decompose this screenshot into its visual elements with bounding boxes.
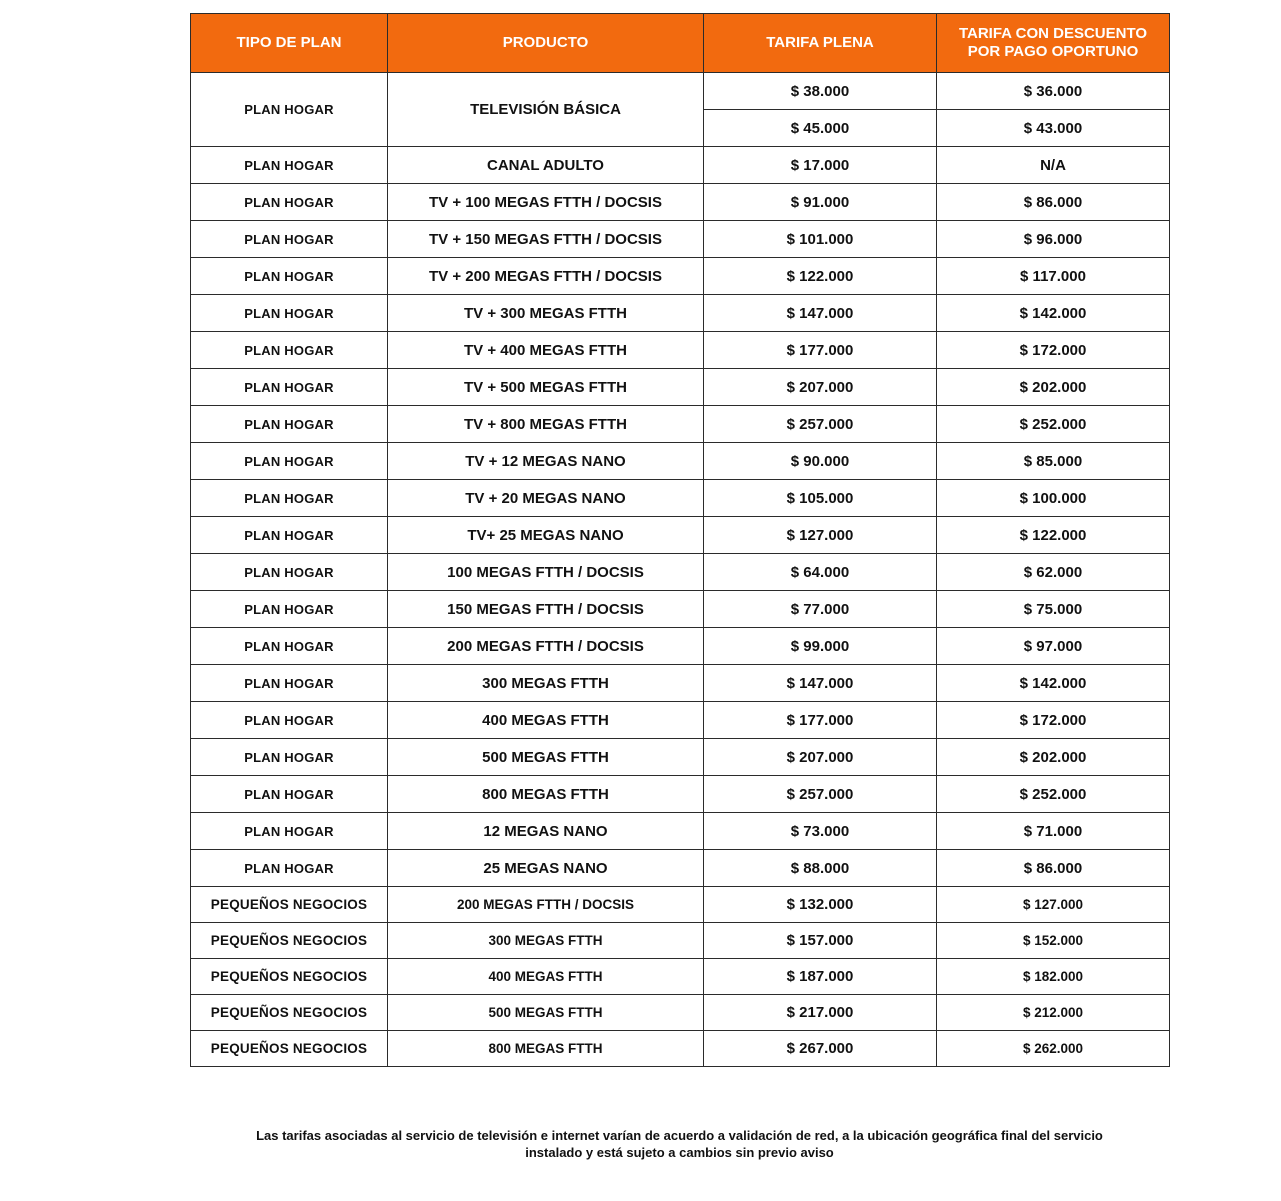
cell-tipo-plan: PLAN HOGAR [191, 73, 388, 147]
cell-tarifa-plena: $ 207.000 [704, 369, 937, 406]
cell-tipo-plan: PLAN HOGAR [191, 517, 388, 554]
table-row [191, 665, 1170, 702]
cell-tarifa-plena: $ 88.000 [704, 850, 937, 887]
rate-table [190, 13, 1170, 1067]
table-row [191, 887, 1170, 923]
cell-tarifa-descuento: $ 202.000 [937, 739, 1170, 776]
header-tarifa-descuento-line2: POR PAGO OPORTUNO [967, 43, 1139, 60]
cell-tipo-plan: PLAN HOGAR [191, 443, 388, 480]
cell-tipo-plan: PLAN HOGAR [191, 369, 388, 406]
cell-producto: TV + 400 MEGAS FTTH [388, 332, 704, 369]
cell-tipo-plan: PLAN HOGAR [191, 813, 388, 850]
cell-tarifa-descuento: $ 96.000 [937, 221, 1170, 258]
table-row [191, 480, 1170, 517]
cell-tipo-plan: PLAN HOGAR [191, 221, 388, 258]
cell-tarifa-plena: $ 77.000 [704, 591, 937, 628]
cell-tarifa-plena: $ 177.000 [704, 332, 937, 369]
cell-producto: 12 MEGAS NANO [388, 813, 704, 850]
cell-tarifa-descuento: $ 122.000 [937, 517, 1170, 554]
cell-producto: 500 MEGAS FTTH [388, 739, 704, 776]
cell-tipo-plan: PLAN HOGAR [191, 554, 388, 591]
cell-tarifa-descuento: $ 252.000 [937, 776, 1170, 813]
cell-tarifa-descuento: $ 172.000 [937, 332, 1170, 369]
table-row [191, 739, 1170, 776]
cell-tarifa-descuento: $ 252.000 [937, 406, 1170, 443]
table-row [191, 813, 1170, 850]
cell-tarifa-descuento: $ 36.000 [937, 73, 1170, 110]
cell-producto: TV + 150 MEGAS FTTH / DOCSIS [388, 221, 704, 258]
cell-tarifa-plena: $ 122.000 [704, 258, 937, 295]
cell-tarifa-plena: $ 257.000 [704, 406, 937, 443]
cell-producto: 100 MEGAS FTTH / DOCSIS [388, 554, 704, 591]
cell-tarifa-plena: $ 64.000 [704, 554, 937, 591]
cell-tipo-plan: PLAN HOGAR [191, 406, 388, 443]
cell-producto: 800 MEGAS FTTH [388, 1031, 704, 1067]
cell-tarifa-plena: $ 147.000 [704, 295, 937, 332]
header-producto: PRODUCTO [388, 14, 704, 73]
cell-tarifa-descuento: $ 172.000 [937, 702, 1170, 739]
cell-producto: TV + 500 MEGAS FTTH [388, 369, 704, 406]
table-row [191, 959, 1170, 995]
cell-tarifa-plena: $ 90.000 [704, 443, 937, 480]
cell-tarifa-plena: $ 99.000 [704, 628, 937, 665]
cell-tarifa-descuento: $ 85.000 [937, 443, 1170, 480]
table-row [191, 517, 1170, 554]
cell-tipo-plan: PLAN HOGAR [191, 258, 388, 295]
cell-tarifa-plena: $ 267.000 [704, 1031, 937, 1067]
cell-tarifa-plena: $ 38.000 [704, 73, 937, 110]
cell-tarifa-plena: $ 217.000 [704, 995, 937, 1031]
footnote [190, 1127, 1169, 1161]
cell-producto: TV + 12 MEGAS NANO [388, 443, 704, 480]
cell-tipo-plan: PLAN HOGAR [191, 628, 388, 665]
cell-tipo-plan: PLAN HOGAR [191, 591, 388, 628]
table-row [191, 443, 1170, 480]
cell-producto: TELEVISIÓN BÁSICA [388, 73, 704, 147]
cell-tarifa-plena: $ 157.000 [704, 923, 937, 959]
cell-tarifa-descuento: $ 182.000 [937, 959, 1170, 995]
table-row [191, 850, 1170, 887]
cell-tipo-plan: PLAN HOGAR [191, 480, 388, 517]
cell-producto: 150 MEGAS FTTH / DOCSIS [388, 591, 704, 628]
cell-producto: TV + 800 MEGAS FTTH [388, 406, 704, 443]
cell-tipo-plan: PEQUEÑOS NEGOCIOS [191, 995, 388, 1031]
cell-producto: 200 MEGAS FTTH / DOCSIS [388, 628, 704, 665]
header-tarifa-descuento [937, 14, 1170, 73]
table-row [191, 184, 1170, 221]
table-row [191, 258, 1170, 295]
cell-tarifa-plena: $ 207.000 [704, 739, 937, 776]
table-row [191, 628, 1170, 665]
cell-tarifa-plena: $ 91.000 [704, 184, 937, 221]
cell-tarifa-plena: $ 101.000 [704, 221, 937, 258]
cell-tarifa-descuento: $ 142.000 [937, 665, 1170, 702]
header-row [191, 14, 1170, 73]
cell-tarifa-plena: $ 105.000 [704, 480, 937, 517]
cell-tipo-plan: PEQUEÑOS NEGOCIOS [191, 1031, 388, 1067]
table-header [191, 14, 1170, 73]
cell-tarifa-plena: $ 17.000 [704, 147, 937, 184]
table-row [191, 147, 1170, 184]
cell-tipo-plan: PEQUEÑOS NEGOCIOS [191, 887, 388, 923]
cell-tarifa-plena: $ 127.000 [704, 517, 937, 554]
table-row [191, 995, 1170, 1031]
cell-tarifa-plena: $ 147.000 [704, 665, 937, 702]
cell-tarifa-descuento: $ 127.000 [937, 887, 1170, 923]
cell-tarifa-descuento: $ 212.000 [937, 995, 1170, 1031]
cell-producto: 500 MEGAS FTTH [388, 995, 704, 1031]
cell-tarifa-descuento: $ 75.000 [937, 591, 1170, 628]
cell-tipo-plan: PLAN HOGAR [191, 702, 388, 739]
cell-producto: 300 MEGAS FTTH [388, 665, 704, 702]
cell-tarifa-plena: $ 45.000 [704, 110, 937, 147]
table-row [191, 73, 1170, 110]
cell-tarifa-descuento: $ 62.000 [937, 554, 1170, 591]
cell-producto: 25 MEGAS NANO [388, 850, 704, 887]
cell-tarifa-plena: $ 257.000 [704, 776, 937, 813]
cell-tarifa-descuento: N/A [937, 147, 1170, 184]
footnote-line1: Las tarifas asociadas al servicio de televisión e internet varían de acuerdo a validación de red, a la ubicación geográfica final del servicio [256, 1128, 1103, 1143]
cell-tarifa-descuento: $ 202.000 [937, 369, 1170, 406]
cell-tipo-plan: PLAN HOGAR [191, 295, 388, 332]
table-row [191, 221, 1170, 258]
table-row [191, 1031, 1170, 1067]
cell-producto: TV + 20 MEGAS NANO [388, 480, 704, 517]
cell-producto: TV + 200 MEGAS FTTH / DOCSIS [388, 258, 704, 295]
table-row [191, 702, 1170, 739]
table-row [191, 406, 1170, 443]
cell-tarifa-descuento: $ 97.000 [937, 628, 1170, 665]
cell-tarifa-descuento: $ 71.000 [937, 813, 1170, 850]
cell-tarifa-descuento: $ 262.000 [937, 1031, 1170, 1067]
cell-tarifa-descuento: $ 86.000 [937, 184, 1170, 221]
cell-tarifa-descuento: $ 86.000 [937, 850, 1170, 887]
table-row [191, 591, 1170, 628]
header-tipo-de-plan: TIPO DE PLAN [191, 14, 388, 73]
cell-tarifa-descuento: $ 100.000 [937, 480, 1170, 517]
cell-tipo-plan: PLAN HOGAR [191, 184, 388, 221]
cell-producto: TV+ 25 MEGAS NANO [388, 517, 704, 554]
cell-producto: 200 MEGAS FTTH / DOCSIS [388, 887, 704, 923]
cell-tipo-plan: PLAN HOGAR [191, 776, 388, 813]
table-body [191, 73, 1170, 1067]
cell-producto: 400 MEGAS FTTH [388, 702, 704, 739]
cell-tipo-plan: PLAN HOGAR [191, 850, 388, 887]
cell-tarifa-plena: $ 177.000 [704, 702, 937, 739]
cell-producto: TV + 300 MEGAS FTTH [388, 295, 704, 332]
cell-tipo-plan: PLAN HOGAR [191, 147, 388, 184]
cell-tipo-plan: PLAN HOGAR [191, 332, 388, 369]
table-row [191, 369, 1170, 406]
cell-producto: 300 MEGAS FTTH [388, 923, 704, 959]
cell-tipo-plan: PEQUEÑOS NEGOCIOS [191, 959, 388, 995]
table-row [191, 776, 1170, 813]
cell-tarifa-descuento: $ 117.000 [937, 258, 1170, 295]
cell-producto: 400 MEGAS FTTH [388, 959, 704, 995]
cell-tarifa-plena: $ 187.000 [704, 959, 937, 995]
table-row [191, 554, 1170, 591]
cell-tarifa-descuento: $ 152.000 [937, 923, 1170, 959]
cell-producto: TV + 100 MEGAS FTTH / DOCSIS [388, 184, 704, 221]
header-tarifa-plena: TARIFA PLENA [704, 14, 937, 73]
cell-tipo-plan: PLAN HOGAR [191, 739, 388, 776]
cell-tarifa-descuento: $ 142.000 [937, 295, 1170, 332]
cell-tarifa-plena: $ 73.000 [704, 813, 937, 850]
cell-tipo-plan: PEQUEÑOS NEGOCIOS [191, 923, 388, 959]
cell-tarifa-descuento: $ 43.000 [937, 110, 1170, 147]
header-tarifa-descuento-line1: TARIFA CON DESCUENTO [958, 25, 1148, 42]
footnote-line2: instalado y está sujeto a cambios sin previo aviso [525, 1145, 834, 1160]
table-row [191, 332, 1170, 369]
cell-producto: CANAL ADULTO [388, 147, 704, 184]
cell-producto: 800 MEGAS FTTH [388, 776, 704, 813]
table-row [191, 923, 1170, 959]
cell-tipo-plan: PLAN HOGAR [191, 665, 388, 702]
cell-tarifa-plena: $ 132.000 [704, 887, 937, 923]
table-row [191, 295, 1170, 332]
